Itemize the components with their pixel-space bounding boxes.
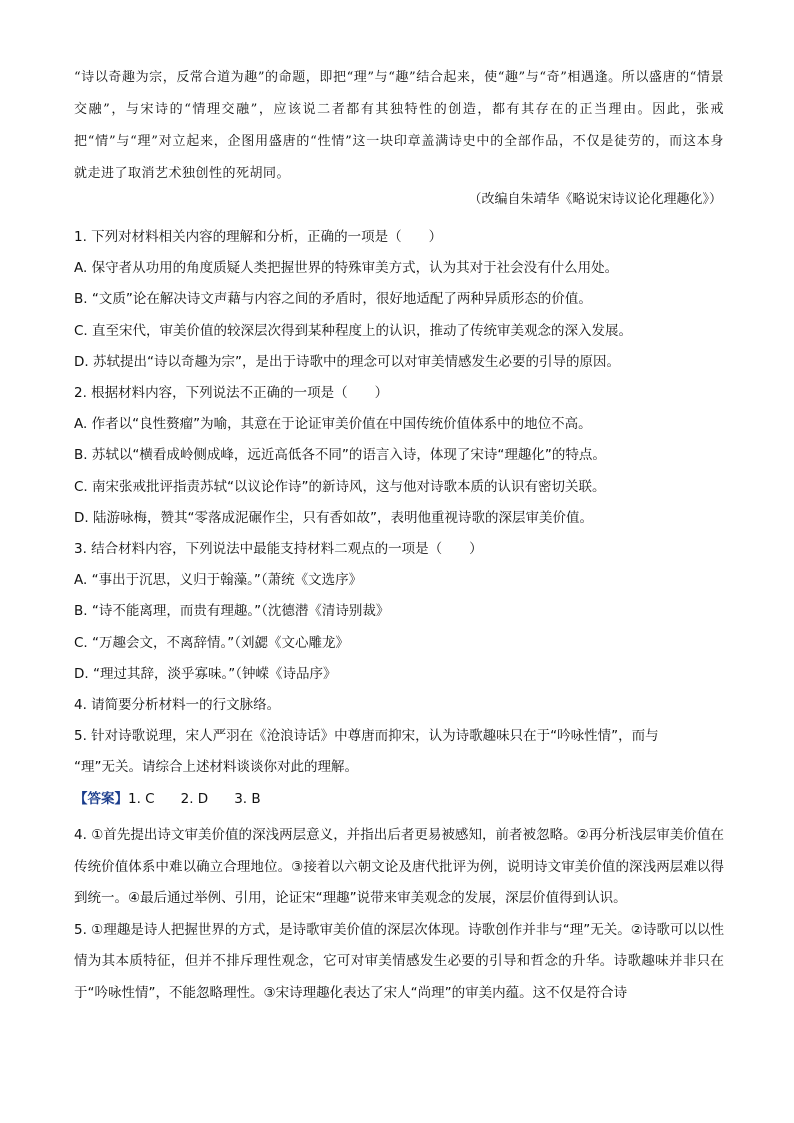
question-3-option-a: A. “事出于沉思，义归于翰藻。”（萧统《文选序》 xyxy=(74,572,363,589)
question-1-option-b: B. “文质”论在解决诗文声藉与内容之间的矛盾时，很好地适配了两种异质形态的价值。 xyxy=(74,291,592,308)
question-2-option-c: C. 南宋张戒批评指责苏轼“以议论作诗”的新诗风，这与他对诗歌本质的认识有密切关联。 xyxy=(74,478,606,495)
answer-list xyxy=(128,784,287,815)
question-2-option-a: A. 作者以“良性赘瘤”为喻，其意在于论证审美价值在中国传统价值体系中的地位不高。 xyxy=(74,416,592,433)
question-3-option-c: C. “万趣会文，不离辞情。”（刘勰《文心雕龙》 xyxy=(74,634,349,651)
question-2-option-b: B. 苏轼以“横看成岭侧成峰，远近高低各不同”的语言入诗，体现了宋诗“理趣化”的特点。 xyxy=(74,447,606,464)
answer-tag: 【答案】 xyxy=(74,790,128,807)
question-1-option-a: A. 保守者从功用的角度质疑人类把握世界的特殊审美方式，认为其对于社会没有什么用处。 xyxy=(74,260,619,277)
answer-item-3: 3. B xyxy=(234,790,261,807)
question-2-option-d: D. 陆游咏梅，赞其“零落成泥碾作尘，只有香如故”，表明他重视诗歌的深层审美价值。 xyxy=(74,509,593,526)
question-3-option-b: B. “诗不能离理，而贵有理趣。”（沈德潜《清诗别裁》 xyxy=(74,603,390,620)
question-3-stem: 3. 结合材料内容，下列说法中最能支持材料二观点的一项是（ ） xyxy=(74,541,483,558)
questions-block xyxy=(74,222,724,815)
question-4-stem: 4. 请简要分析材料一的行文脉络。 xyxy=(74,697,281,714)
question-2-stem: 2. 根据材料内容，下列说法不正确的一项是（ ） xyxy=(74,385,389,402)
question-3-option-d: D. “理过其辞，淡乎寡味。”（钟嵘《诗品序》 xyxy=(74,665,337,682)
question-1-option-d: D. 苏轼提出“诗以奇趣为宗”，是出于诗歌中的理念可以对审美情感发生必要的引导的原因。 xyxy=(74,353,620,370)
answer-item-1: 1. C xyxy=(128,790,155,807)
question-5-line-1: 5. 针对诗歌说理，宋人严羽在《沧浪诗话》中尊唐而抑宋，认为诗歌趣味只在于“吟咏性情”，而与 xyxy=(74,728,659,745)
question-1-option-c: C. 直至宋代，审美价值的较深层次得到某种程度上的认识，推动了传统审美观念的深入发展。 xyxy=(74,322,633,339)
question-5-line-2: “理”无关。请综合上述材料谈谈你对此的理解。 xyxy=(74,759,358,776)
question-1-stem: 1. 下列对材料相关内容的理解和分析，正确的一项是（ ） xyxy=(74,229,443,245)
passage-text: “诗以奇趣为宗，反常合道为趣”的命题，即把“理”与“趣”结合起来，使“趣”与“奇”相遇逢。所以盛唐的“情景交融”，与宋诗的“情理交融”，应该说二者都有其独特性的创造，都有其存在的正当理由。因此，张戒把“情”与“理”对立起来，企图用盛唐的“性情”这一块印章盖满诗史中的全部作品，不仅是徒劳的，而这本身就走进了取消艺术独创性的死胡同。 xyxy=(74,70,724,181)
answer-item-2: 2. D xyxy=(180,790,209,807)
explanation-4: 4. ①首先提出诗文审美价值的深浅两层意义，并指出后者更易被感知，前者被忽略。②再分析浅层审美价值在传统价值体系中难以确立合理地位。③接着以六朝文论及唐代批评为例，说明诗文审美价值的深浅两层难以得到统一。④最后通过举例、引用，论证宋“理趣”说带来审美观念的发展，深层价值得到认识。 xyxy=(74,827,724,907)
explanation-5: 5. ①理趣是诗人把握世界的方式，是诗歌审美价值的深层次体现。诗歌创作并非与“理”无关。②诗歌可以以性情为其本质特征，但并不排斥理性观念，它可对审美情感发生必要的引导和哲念的升华。诗歌趣味并非只在于“吟咏性情”，不能忽略理性。③宋诗理趣化表达了宋人“尚理”的审美内蕴。这不仅是符合诗 xyxy=(74,921,724,1001)
answer-line xyxy=(74,784,724,815)
explanations-block xyxy=(74,820,724,1010)
passage-citation: （改编自朱靖华《略说宋诗议论化理趣化》） xyxy=(468,192,722,207)
